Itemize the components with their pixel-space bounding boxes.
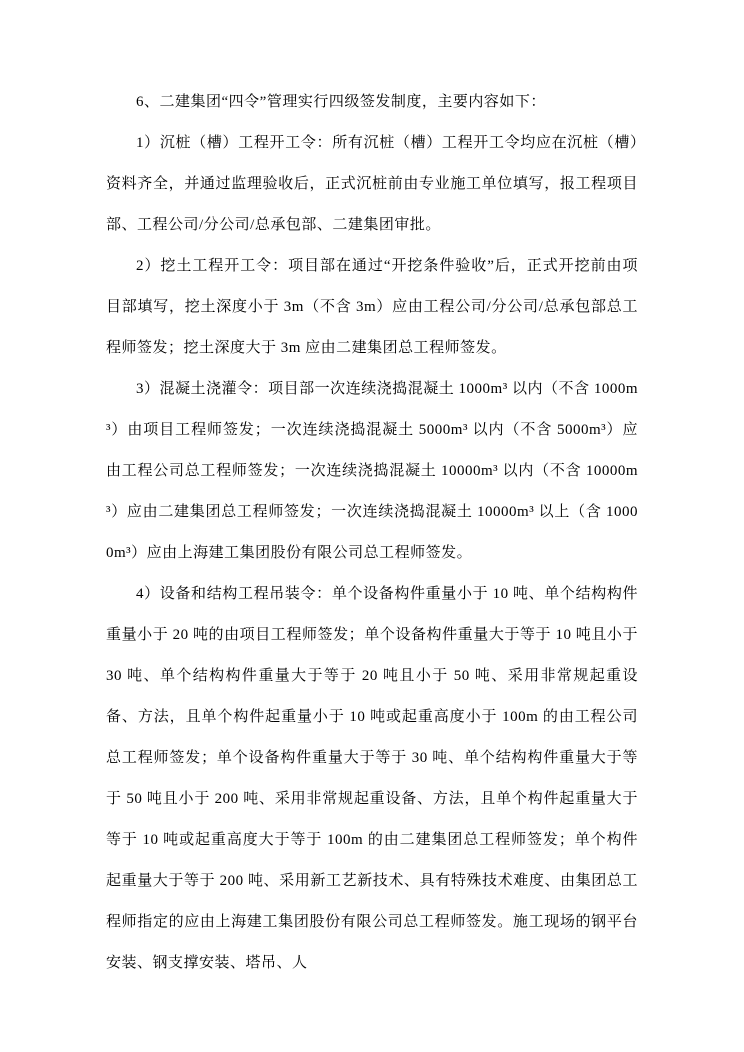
paragraph-pile-driving-start-order: 1）沉桩（槽）工程开工令：所有沉桩（槽）工程开工令均应在沉桩（槽）资料齐全，并通过监理验收后，正式沉桩前由专业施工单位填写，报工程项目部、工程公司/分公司/总承包部、二建集团审批。 xyxy=(106,135,638,233)
section-intro-paragraph: 6、二建集团“四令”管理实行四级签发制度，主要内容如下： xyxy=(136,94,546,110)
paragraph-excavation-start-order: 2）挖土工程开工令：项目部在通过“开挖条件验收”后，正式开挖前由项目部填写，挖土深度小于 3m（不含 3m）应由工程公司/分公司/总承包部总工程师签发；挖土深度大于 3m 应由二建集团总工程师签发。 xyxy=(106,258,638,356)
paragraph-concrete-pouring-order: 3）混凝土浇灌令：项目部一次连续浇捣混凝土 1000m³ 以内（不含 1000m³）由项目工程师签发；一次连续浇捣混凝土 5000m³ 以内（不含 5000m³）应由工程公司总工程师签发；一次连续浇捣混凝土 10000m³ 以内（不含 10000m³）应由二建集团总工程师签发；一次连续浇捣混凝土 10000m³ 以上（含 10000m³）应由上海建工集团股份有限公司总工程师签发。 xyxy=(106,381,638,561)
paragraph-equipment-structure-hoisting-order: 4）设备和结构工程吊装令：单个设备构件重量小于 10 吨、单个结构构件重量小于 20 吨的由项目工程师签发；单个设备构件重量大于等于 10 吨且小于 30 吨、单个结构构件重量大于等于 20 吨且小于 50 吨、采用非常规起重设备、方法，且单个构件起重量小于 10 吨或起重高度小于 100m 的由工程公司总工程师签发；单个设备构件重量大于等于 30 吨、单个结构构件重量大于等于 50 吨且小于 200 吨、采用非常规起重设备、方法，且单个构件起重量大于等于 10 吨或起重高度大于等于 100m 的由二建集团总工程师签发；单个构件起重量大于等于 200 吨、采用新工艺新技术、具有特殊技术难度、由集团总工程师指定的应由上海建工集团股份有限公司总工程师签发。施工现场的钢平台安装、钢支撑安装、塔吊、人 xyxy=(106,586,638,971)
